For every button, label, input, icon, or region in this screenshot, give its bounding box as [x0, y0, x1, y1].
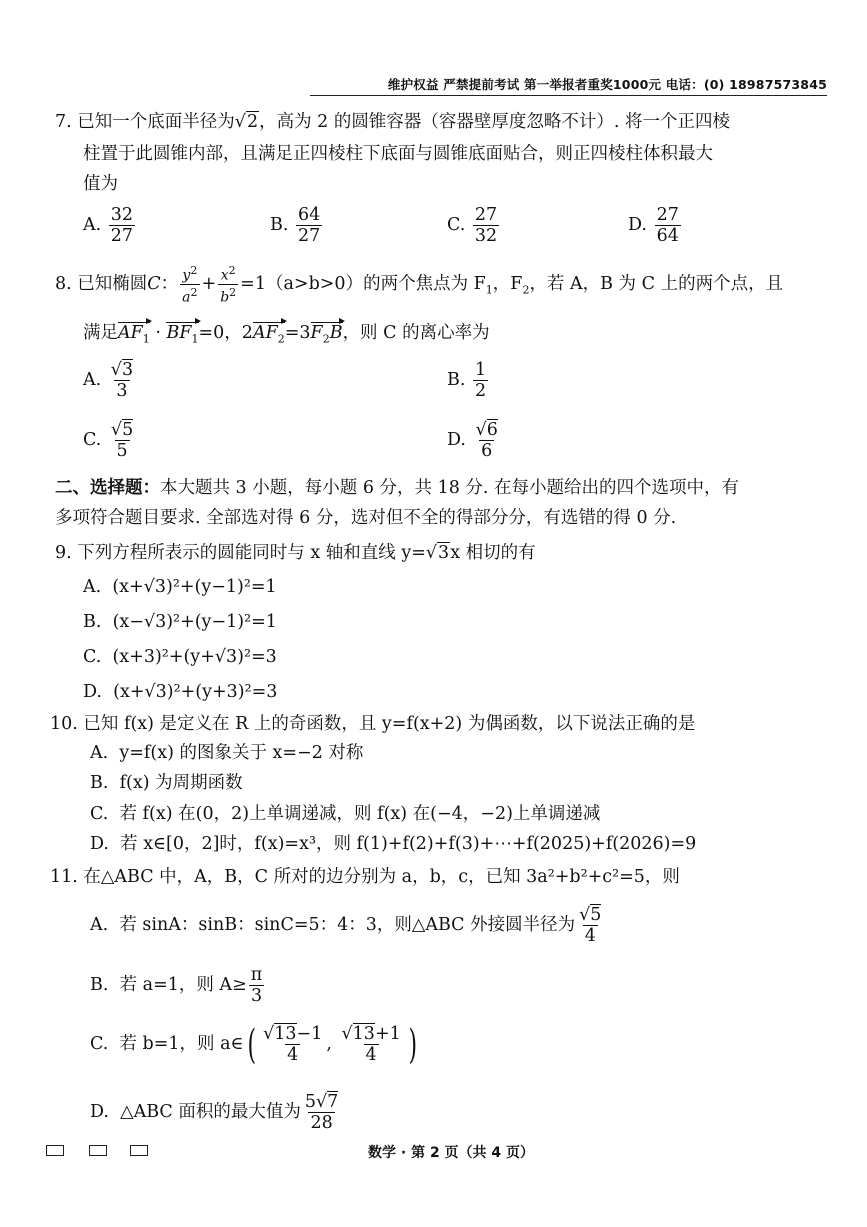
q10-stem: 10. 已知 f(x) 是定义在 R 上的奇函数，且 y=f(x+2) 为偶函数，以下说法正确的是 — [50, 714, 696, 734]
q11-option-a-fraction: $\frac{√5}{4}$ — [579, 905, 602, 946]
q8-option-c[interactable]: C. $\frac{√5}{5}$ — [83, 420, 134, 461]
q8-option-d[interactable]: D. $\frac{√6}{6}$ — [447, 420, 498, 461]
q8-line1: 8. 已知椭圆C： $\frac{y^2}{a^2}$ + $\frac{x^2}{b^2}$ =1（a>b>0）的两个焦点为 $F_1$，$F_2$，若 A，B 为 C 上的两个点，且 — [55, 264, 784, 306]
q8-option-b[interactable]: B. $\frac{1}{2}$ — [447, 360, 487, 401]
q11-option-c[interactable]: C. 若 b=1，则 a∈( $\frac{√13-1}{4}$ , $\frac{√13+1}{4}$ ) — [90, 1021, 417, 1068]
q11-number: 11. — [50, 867, 78, 887]
q8-line2: 满足$AF_1 \cdot BF_1=0$，$2AF_2=3F_2B$，则 C 的离心率为 — [83, 321, 490, 352]
q8-ellipse-term-y: $\frac{y^2}{a^2}$ — [182, 264, 198, 306]
q8-option-a-fraction: $\frac{√3}{3}$ — [110, 360, 134, 401]
q9-option-d-text: (x+√3)²+(y+3)²=3 — [113, 682, 278, 702]
footer-box-3 — [130, 1145, 148, 1156]
vector-AF1: $AF_1$ — [118, 321, 150, 352]
q9-option-a[interactable]: A. (x+√3)²+(y−1)²=1 — [83, 577, 277, 597]
q8-option-d-fraction: $\frac{√6}{6}$ — [475, 420, 498, 461]
q11-option-b-fraction: $\frac{\pi}{3}$ — [250, 965, 263, 1006]
q10-number: 10. — [50, 714, 78, 734]
q8-option-a[interactable]: A. $\frac{√3}{3}$ — [83, 360, 134, 401]
q10-option-d[interactable]: D. 若 x∈[0，2]时，f(x)=x³，则 f(1)+f(2)+f(3)+⋯+f(2025)+f(2026)=9 — [90, 834, 697, 854]
section2-line2: 多项符合题目要求. 全部选对得 6 分，选对但不全的得部分分，有选错的得 0 分. — [55, 508, 677, 528]
q11-option-c-upper: $\frac{√13+1}{4}$ — [341, 1024, 401, 1065]
q7-option-c[interactable]: C. $\frac{27}{32}$ — [447, 205, 498, 246]
q7-option-d[interactable]: D. $\frac{27}{64}$ — [628, 205, 679, 246]
q10-option-b-text: f(x) 为周期函数 — [119, 773, 243, 793]
q9-option-c[interactable]: C. (x+3)²+(y+√3)²=3 — [83, 647, 277, 667]
q11-option-c-lower: $\frac{√13-1}{4}$ — [263, 1024, 323, 1065]
q9-option-b[interactable]: B. (x−√3)²+(y−1)²=1 — [83, 612, 277, 632]
q9-stem: 9. 下列方程所表示的圆能同时与 x 轴和直线 y=√3x 相切的有 — [55, 543, 536, 563]
q10-option-a[interactable]: A. y=f(x) 的图象关于 x=−2 对称 — [90, 743, 364, 763]
page-number: 数学 · 第 2 页（共 4 页） — [368, 1145, 535, 1161]
q10-option-b[interactable]: B. f(x) 为周期函数 — [90, 773, 243, 793]
q7-radius-sqrt: √2 — [234, 112, 259, 132]
footer-box-2 — [89, 1145, 107, 1156]
q7-option-b[interactable]: B. $\frac{64}{27}$ — [270, 205, 321, 246]
q10-option-c-text: 若 f(x) 在(0，2)上单调递减，则 f(x) 在(−4，−2)上单调递减 — [119, 804, 601, 824]
footer-box-1 — [46, 1145, 64, 1156]
q9-option-a-text: (x+√3)²+(y−1)²=1 — [112, 577, 277, 597]
q9-option-c-text: (x+3)²+(y+√3)²=3 — [112, 647, 277, 667]
header-notice: 维护权益 严禁提前考试 第一举报者重奖1000元 电话：(0) 18987573845 — [387, 77, 827, 92]
q11-option-d-fraction: $\frac{5√7}{28}$ — [304, 1092, 339, 1133]
q10-option-a-text: y=f(x) 的图象关于 x=−2 对称 — [119, 743, 364, 763]
q9-number: 9. — [55, 543, 72, 563]
q7-line1 — [55, 110, 730, 134]
q8-option-c-fraction: $\frac{√5}{5}$ — [110, 420, 134, 461]
q7-option-b-fraction: $\frac{64}{27}$ — [298, 205, 321, 246]
q7-option-a[interactable]: A. $\frac{32}{27}$ — [83, 205, 134, 246]
q8-ellipse-term-x: $\frac{x^2}{b^2}$ — [220, 264, 237, 306]
q11-option-a[interactable]: A. 若 sinA：sinB：sinC=5：4：3，则△ABC 外接圆半径为 $\frac{√5}{4}$ — [90, 905, 602, 946]
vector-F2B: $F_2B$ — [311, 321, 343, 352]
q8-number: 8. — [55, 274, 72, 294]
vector-BF1: $BF_1$ — [166, 321, 198, 352]
section2-line1: 二、选择题：本大题共 3 小题，每小题 6 分，共 18 分. 在每小题给出的四个选项中，有 — [55, 478, 740, 498]
q9-sqrt: √3 — [425, 543, 450, 563]
q10-option-d-text: 若 x∈[0，2]时，f(x)=x³，则 f(1)+f(2)+f(3)+⋯+f(2025)+f(2026)=9 — [120, 834, 697, 854]
q7-line2: 柱置于此圆锥内部，且满足正四棱柱下底面与圆锥底面贴合，则正四棱柱体积最大 — [83, 144, 713, 164]
q11-stem: 11. 在△ABC 中，A，B，C 所对的边分别为 a，b，c，已知 3a²+b²+c²=5，则 — [50, 867, 680, 887]
q8-option-b-fraction: $\frac{1}{2}$ — [475, 360, 487, 401]
q7-number: 7. — [55, 112, 72, 132]
q7-option-c-fraction: $\frac{27}{32}$ — [474, 205, 498, 246]
header-rule — [310, 95, 827, 96]
q9-option-b-text: (x−√3)²+(y−1)²=1 — [112, 612, 277, 632]
q11-option-b[interactable]: B. 若 a=1，则 A≥ $\frac{\pi}{3}$ — [90, 965, 263, 1006]
section2-title: 二、选择题： — [55, 478, 160, 498]
q7-line3: 值为 — [83, 174, 118, 194]
q7-text-a: 已知一个底面半径为 — [77, 112, 235, 132]
vector-AF2: $AF_2$ — [253, 321, 285, 352]
q10-option-c[interactable]: C. 若 f(x) 在(0，2)上单调递减，则 f(x) 在(−4，−2)上单调递减 — [90, 804, 601, 824]
q9-option-d[interactable]: D. (x+√3)²+(y+3)²=3 — [83, 682, 278, 702]
q7-text-b: ，高为 2 的圆锥容器（容器壁厚度忽略不计）. 将一个正四棱 — [259, 112, 730, 132]
q7-option-a-fraction: $\frac{32}{27}$ — [110, 205, 134, 246]
q11-option-d[interactable]: D. △ABC 面积的最大值为 $\frac{5√7}{28}$ — [90, 1092, 339, 1133]
q7-option-d-fraction: $\frac{27}{64}$ — [656, 205, 679, 246]
